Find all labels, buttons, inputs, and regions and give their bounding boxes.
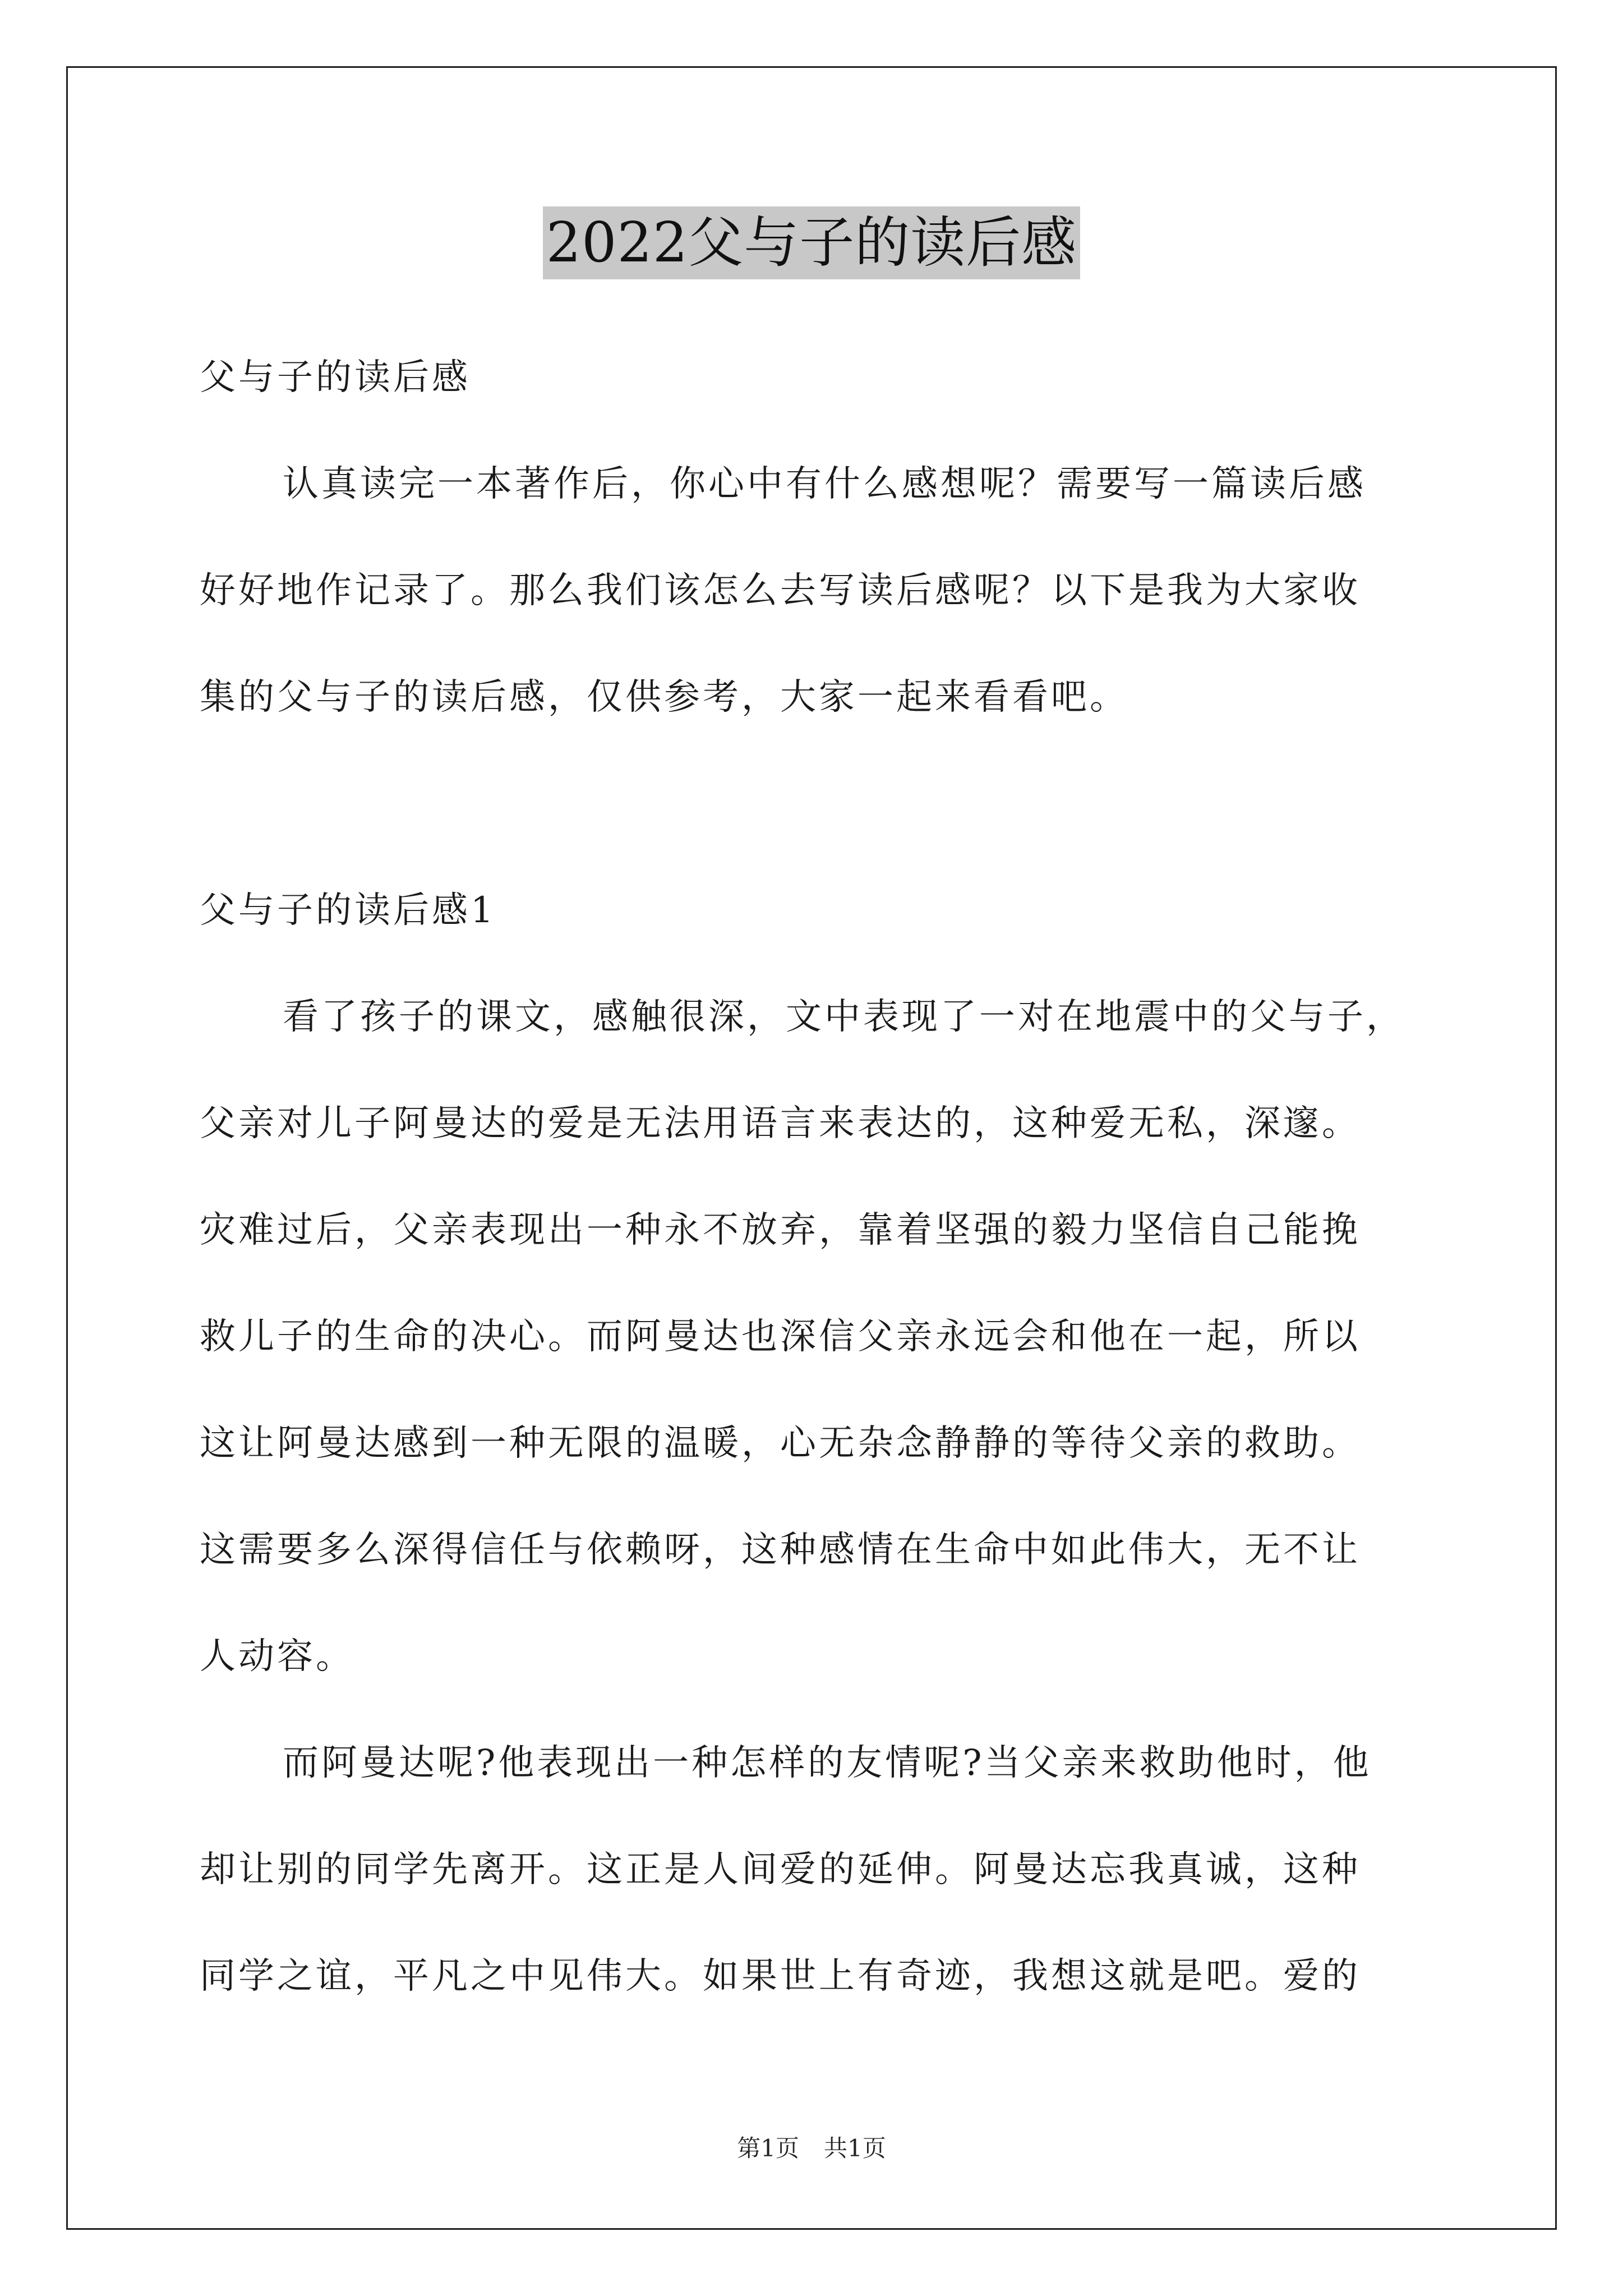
paragraph-line: 父亲对儿子阿曼达的爱是无法用语言来表达的，这种爱无私，深邃。 [200, 1103, 1361, 1144]
paragraph-line: 救儿子的生命的决心。而阿曼达也深信父亲永远会和他在一起，所以 [200, 1316, 1361, 1358]
paragraph-line: 而阿曼达呢?他表现出一种怎样的友情呢?当父亲来救助他时，他 [283, 1742, 1372, 1784]
intro-line: 集的父与子的读后感，仅供参考，大家一起来看看吧。 [200, 677, 1128, 718]
paragraph-line: 却让别的同学先离开。这正是人间爱的延伸。阿曼达忘我真诚，这种 [200, 1849, 1361, 1890]
intro-line: 认真读完一本著作后，你心中有什么感想呢？需要写一篇读后感 [283, 463, 1366, 505]
paragraph-line: 灾难过后，父亲表现出一种永不放弃，靠着坚强的毅力坚信自己能挽 [200, 1209, 1361, 1251]
page-number: 第1页 [737, 2134, 799, 2162]
paragraph-line: 同学之谊，平凡之中见伟大。如果世上有奇迹，我想这就是吧。爱的 [200, 1955, 1361, 1997]
document-title: 2022父与子的读后感 [543, 206, 1080, 279]
page-footer [0, 2132, 1623, 2165]
paragraph-line: 这需要多么深得信任与依赖呀，这种感情在生命中如此伟大，无不让 [200, 1529, 1361, 1571]
page-total: 共1页 [824, 2134, 886, 2162]
section-heading: 父与子的读后感1 [200, 890, 496, 931]
intro-line: 好好地作记录了。那么我们该怎么去写读后感呢？以下是我为大家收 [200, 570, 1361, 611]
title-container [0, 206, 1623, 279]
paragraph-line: 看了孩子的课文，感触很深，文中表现了一对在地震中的父与子， [283, 996, 1405, 1038]
paragraph-line: 这让阿曼达感到一种无限的温暖，心无杂念静静的等待父亲的救助。 [200, 1423, 1361, 1464]
subtitle: 父与子的读后感 [200, 357, 471, 398]
paragraph-line: 人动容。 [200, 1636, 354, 1677]
